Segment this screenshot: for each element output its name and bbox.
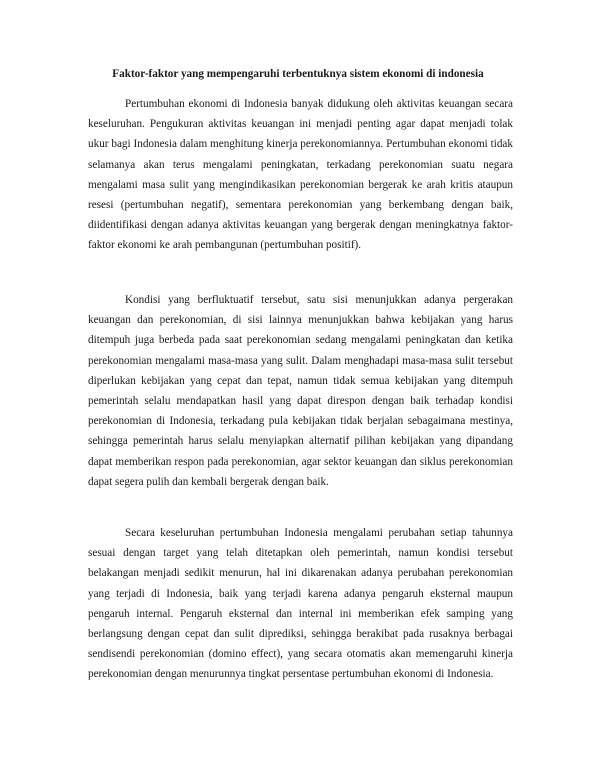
paragraph-2: Kondisi yang berfluktuatif tersebut, satu sisi menunjukkan adanya pergerakan keuangan dan perekonomian, di sisi lainnya menunjukkan bahwa kebijakan yang harus ditempuh juga berbeda pada saat perekonomian sedang mengalami peningkatan dan ketika perekonomian mengalami masa-masa yang sulit. Dalam menghadapi masa-masa sulit tersebut diperlukan kebijakan yang cepat dan tepat, namun tidak semua kebijakan yang ditempuh pemerintah selalu mendapatkan hasil yang dapat direspon dengan baik terhadap kondisi perekonomian di Indonesia, terkadang pula kebijakan tidak berjalan sebagaimana mestinya, sehingga pemerintah harus selalu menyiapkan alternatif pilihan kebijakan yang dipandang dapat memberikan respon pada perekonomian, agar sektor keuangan dan siklus perekonomian dapat segera pulih dan kembali bergerak dengan baik. <box>88 294 513 488</box>
paragraph-3: Secara keseluruhan pertumbuhan Indonesia mengalami perubahan setiap tahunnya sesuai dengan target yang telah ditetapkan oleh pemerintah, namun kondisi tersebut belakangan menjadi sedikit menurun, hal ini dikarenakan adanya perubahan perekonomian yang terjadi di Indonesia, baik yang terjadi karena adanya pengaruh eksternal maupun pengaruh internal. Pengaruh eksternal dan internal ini memberikan efek samping yang berlangsung dengan cepat dan sulit diprediksi, sehingga berakibat pada rusaknya berbagai sendisendi perekonomian (domino effect), yang secara otomatis akan memengaruhi kinerja perekonomian dengan menurunnya tingkat persentase pertumbuhan ekonomi di Indonesia. <box>88 527 513 681</box>
paragraph-1: Pertumbuhan ekonomi di Indonesia banyak didukung oleh aktivitas keuangan secara keseluruhan. Pengukuran aktivitas keuangan ini menjadi penting agar dapat menjadi tolak ukur bagi Indonesia dalam menghitung kinerja perekonomiannya. Pertumbuhan ekonomi tidak selamanya akan terus mengalami peningkatan, terkadang perekonomian suatu negara mengalami masa sulit yang mengindikasikan perekonomian bergerak ke arah kritis ataupun resesi (pertumbuhan negatif), sementara perekonomian yang berkembang dengan baik, diidentifikasi dengan adanya aktivitas keuangan yang bergerak dengan meningkatnya faktor-faktor ekonomi ke arah pembangunan (pertumbuhan positif). <box>88 98 513 252</box>
document-title: Faktor-faktor yang mempengaruhi terbentuknya sistem ekonomi di indonesia <box>112 68 484 80</box>
